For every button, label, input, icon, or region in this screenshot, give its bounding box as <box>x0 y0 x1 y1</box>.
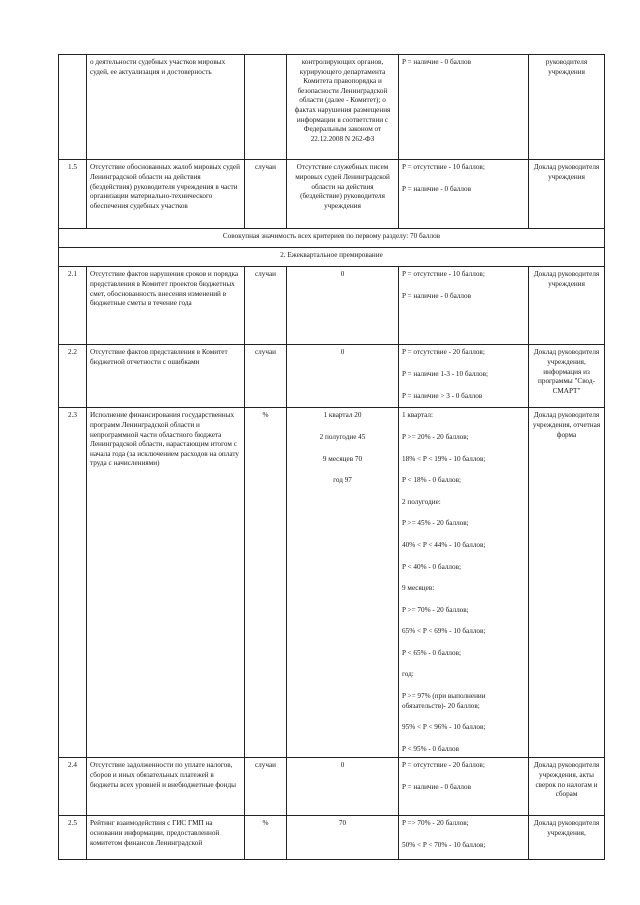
table-row <box>59 816 605 860</box>
target-values <box>287 408 399 758</box>
criterion-text: Отсутствие обоснованных жалоб мировых судей Ленинградской области на действия (бездействия) руководителя учреждения в части организации материально-технического обеспечения судебных участков <box>87 160 245 229</box>
evaluation-scale <box>399 816 529 860</box>
target-values <box>287 267 399 345</box>
unit-of-measure: % <box>245 816 287 860</box>
evaluation-scale-line: P = наличие - 0 баллов <box>402 58 472 66</box>
document-page <box>58 54 604 860</box>
evaluation-scale-line: 95% < P < 96% - 10 баллов; <box>402 723 486 732</box>
evaluation-scale-line: 9 месяцев: <box>402 584 435 593</box>
evaluation-scale-line: 65% < P < 69% - 10 баллов; <box>402 627 486 636</box>
evaluation-scale-line: P >= 70% - 20 баллов; <box>402 605 469 614</box>
target-values-line: 2 полугодие 45 <box>319 432 366 441</box>
evaluation-scale-line: 40% < P < 44% - 10 баллов; <box>402 540 486 549</box>
criterion-text: Исполнение финансирования государственных программ Ленинградской области и непрограммной части областного бюджета Ленинградской области, нарастающим итогом с начала года (за исключением расходов на оплату труда с начислениями) <box>87 408 245 758</box>
table-row <box>59 267 605 345</box>
information-source: Доклад руководителя учреждения, отчетная форма <box>529 408 605 758</box>
information-source: руководителя учреждения <box>529 55 605 160</box>
information-source: Доклад руководителя учреждения <box>529 267 605 345</box>
table-row <box>59 758 605 816</box>
information-source: Доклад руководителя учреждения, акты сверок по налогам и сборам <box>529 758 605 816</box>
unit-of-measure: случаи <box>245 160 287 229</box>
information-source: Доклад руководителя учреждения, <box>529 816 605 860</box>
evaluation-scale-line: 2 полугодие: <box>402 497 441 506</box>
evaluation-scale-line: P = наличие - 0 баллов <box>402 291 472 300</box>
section-total-row <box>59 229 605 248</box>
target-values-line: 0 <box>340 270 345 279</box>
information-source: Доклад руководителя учреждения <box>529 160 605 229</box>
target-values-line: Отсутствие служебных писем мировых судей Ленинградской области на действия (бездействие) руководителя учреждения <box>295 163 390 210</box>
criterion-text: Отсутствие фактов представления в Комитет бюджетной отчетности с ошибками <box>87 345 245 408</box>
target-values <box>287 345 399 408</box>
target-values-line: 0 <box>340 348 345 357</box>
unit-of-measure: случаи <box>245 267 287 345</box>
section-title-row <box>59 248 605 267</box>
target-values-line: 1 квартал 20 <box>323 411 362 420</box>
evaluation-scale-line: P >= 97% (при выполнении обязательств)- 20 баллов; <box>402 692 486 710</box>
evaluation-scale-line: P = отсутствие - 20 баллов; <box>402 348 485 357</box>
evaluation-scale-line: P => 70% - 20 баллов; <box>402 819 469 828</box>
criterion-text: Отсутствие фактов нарушения сроков и порядка представления в Комитет проектов бюджетных смет, обоснованность внесения изменений в бюджетные сметы в течение года <box>87 267 245 345</box>
target-values-line: 9 месяцев 70 <box>322 454 363 463</box>
criterion-text: Рейтинг взаимодействия с ГИС ГМП на основании информации, предоставленной комитетом финансов Ленинградской <box>87 816 245 860</box>
evaluation-scale-line: P < 40% - 0 баллов; <box>402 562 461 571</box>
evaluation-scale-line: P < 95% - 0 баллов <box>402 744 460 753</box>
evaluation-scale <box>399 55 529 160</box>
table-row <box>59 160 605 229</box>
table-row <box>59 55 605 160</box>
row-number: 2.4 <box>59 758 87 816</box>
evaluation-scale <box>399 408 529 758</box>
criteria-table <box>58 54 605 860</box>
information-source: Доклад руководителя учреждения, информация из программы "Свод-СМАРТ" <box>529 345 605 408</box>
unit-of-measure: случаи <box>245 758 287 816</box>
target-values-line: 0 <box>340 761 345 770</box>
evaluation-scale-line: P = наличие - 0 баллов <box>402 184 472 193</box>
target-values-line: год 97 <box>333 476 352 485</box>
target-values-line: контролирующих органов, курирующего департамента Комитета правопорядка и безопасности Ленинградской области (далее - Комитет); о фактах нарушения размещения информации в соответствии с Федеральным законом от 22.12.2008 N 262-ФЗ <box>294 58 391 143</box>
unit-of-measure: случаи <box>245 345 287 408</box>
evaluation-scale <box>399 758 529 816</box>
evaluation-scale <box>399 345 529 408</box>
evaluation-scale-line: P = наличие > 3 - 0 баллов <box>402 391 483 400</box>
row-number: 1.5 <box>59 160 87 229</box>
evaluation-scale-line: P >= 20% - 20 баллов; <box>402 432 469 441</box>
table-row <box>59 408 605 758</box>
unit-of-measure: % <box>245 408 287 758</box>
section-title: 2. Ежеквартальное премирование <box>59 248 605 267</box>
target-values <box>287 55 399 160</box>
evaluation-scale-line: P < 65% - 0 баллов; <box>402 648 461 657</box>
evaluation-scale-line: P = отсутствие - 20 баллов; <box>402 761 485 770</box>
evaluation-scale-line: P = наличие 1-3 - 10 баллов; <box>402 369 488 378</box>
row-number <box>59 55 87 160</box>
evaluation-scale-line: год: <box>402 670 414 679</box>
row-number: 2.3 <box>59 408 87 758</box>
evaluation-scale-line: 1 квартал: <box>402 411 433 420</box>
evaluation-scale-line: P >= 45% - 20 баллов; <box>402 519 469 528</box>
target-values <box>287 816 399 860</box>
target-values <box>287 758 399 816</box>
unit-of-measure <box>245 55 287 160</box>
evaluation-scale-line: 50% < P < 70% - 10 баллов; <box>402 841 486 850</box>
row-number: 2.5 <box>59 816 87 860</box>
evaluation-scale-line: P < 18% - 0 баллов; <box>402 476 461 485</box>
target-values-line: 70 <box>338 819 347 828</box>
evaluation-scale <box>399 160 529 229</box>
row-number: 2.2 <box>59 345 87 408</box>
row-number: 2.1 <box>59 267 87 345</box>
criterion-text: Отсутствие задолженности по уплате налогов, сборов и иных обязательных платежей в бюджеты всех уровней и внебюджетные фонды <box>87 758 245 816</box>
target-values <box>287 160 399 229</box>
evaluation-scale-line: P = отсутствие - 10 баллов; <box>402 163 485 172</box>
criterion-text: о деятельности судебных участков мировых судей, ее актуализация и достоверность <box>87 55 245 160</box>
evaluation-scale-line: 18% < P < 19% - 10 баллов; <box>402 454 486 463</box>
evaluation-scale-line: P = наличие - 0 баллов <box>402 783 472 792</box>
evaluation-scale <box>399 267 529 345</box>
table-row <box>59 345 605 408</box>
evaluation-scale-line: P = отсутствие - 10 баллов; <box>402 270 485 279</box>
section-total: Совокупная значимость всех критериев по первому разделу: 70 баллов <box>59 229 605 248</box>
